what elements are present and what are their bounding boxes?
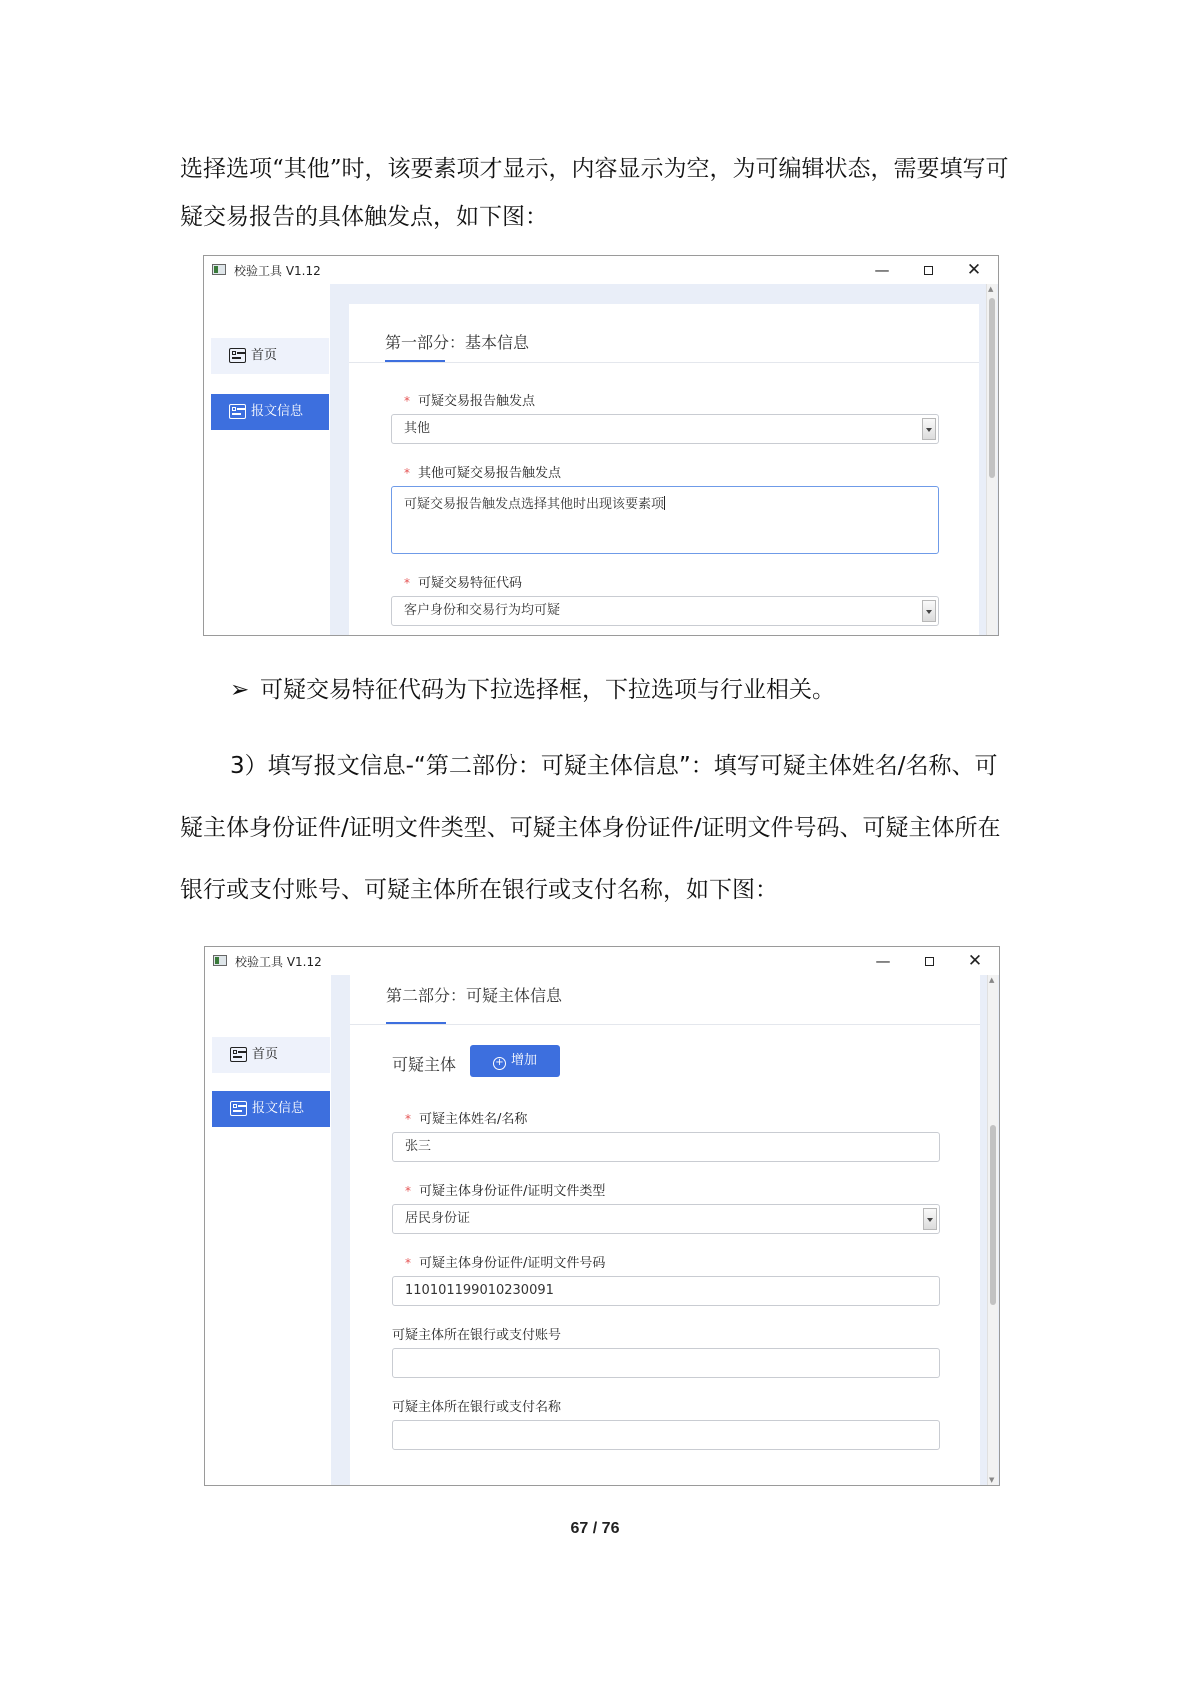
minimize-button[interactable]: — [875, 952, 891, 970]
required-mark: * [404, 394, 410, 408]
field-label-feature-code-text: 可疑交易特征代码 [418, 576, 523, 591]
title-bar [204, 256, 998, 284]
sidebar [205, 975, 331, 1485]
field-label-trigger-text: 可疑交易报告触发点 [418, 394, 536, 409]
field-label-other-trigger [404, 462, 561, 481]
required-mark: * [404, 576, 410, 590]
window-title: 校验工具 V1.12 [235, 955, 322, 969]
field-label-bank-name: 可疑主体所在银行或支付名称 [392, 1400, 562, 1415]
bank-account-input[interactable] [392, 1348, 940, 1378]
other-trigger-value: 可疑交易报告触发点选择其他时出现该要素项 [404, 497, 665, 512]
form-panel [350, 975, 980, 1485]
scroll-thumb[interactable] [989, 298, 995, 478]
field-label-id-number [405, 1252, 605, 1271]
minimize-button[interactable]: — [874, 261, 890, 279]
app-icon [213, 955, 227, 966]
scroll-thumb[interactable] [990, 1125, 996, 1305]
maximize-icon [925, 957, 934, 966]
field-label-id-type-text: 可疑主体身份证件/证明文件类型 [419, 1184, 606, 1199]
field-label-name-text: 可疑主体姓名/名称 [419, 1112, 528, 1127]
home-icon [230, 1047, 247, 1062]
section-title: 第二部分：可疑主体信息 [386, 986, 563, 1005]
field-label-id-number-text: 可疑主体身份证件/证明文件号码 [419, 1256, 606, 1271]
field-label-account: 可疑主体所在银行或支付账号 [392, 1328, 562, 1343]
nav-item-home[interactable] [211, 338, 329, 374]
subject-label: 可疑主体 [392, 1055, 457, 1074]
field-label-id-type [405, 1180, 605, 1199]
window-title: 校验工具 V1.12 [234, 264, 321, 278]
trigger-select-value: 其他 [404, 421, 431, 436]
close-button[interactable]: ✕ [966, 260, 982, 280]
field-label-name [405, 1108, 527, 1127]
maximize-button[interactable] [917, 950, 941, 972]
nav-item-home[interactable] [212, 1037, 330, 1073]
add-subject-button[interactable] [470, 1045, 560, 1077]
bullet-text: 可疑交易特征代码为下拉选择框，下拉选项与行业相关。 [260, 677, 835, 703]
validator-window-2 [204, 946, 1000, 1486]
step3-paragraph: 3）填写报文信息-“第二部份：可疑主体信息”：填写可疑主体姓名/名称、可疑主体身份证件/证明文件类型、可疑主体身份证件/证明文件号码、可疑主体所在银行或支付账号、可疑主体所在银行或支付名称，如下图： [180, 753, 1001, 903]
close-button[interactable]: ✕ [967, 951, 983, 971]
bullet-note [230, 670, 835, 710]
required-mark: * [405, 1184, 411, 1198]
chevron-down-icon[interactable] [923, 1208, 937, 1230]
scroll-up-icon[interactable]: ▲ [989, 976, 995, 984]
chevron-down-icon[interactable] [922, 600, 936, 622]
required-mark: * [405, 1112, 411, 1126]
maximize-button[interactable] [916, 259, 940, 281]
id-type-value: 居民身份证 [405, 1211, 471, 1226]
scrollbar[interactable] [987, 975, 998, 1485]
nav-report-label: 报文信息 [252, 1101, 305, 1116]
section-title: 第一部分：基本信息 [385, 333, 530, 352]
maximize-icon [924, 266, 933, 275]
feature-code-select[interactable] [391, 596, 939, 626]
field-label-other-trigger-text: 其他可疑交易报告触发点 [418, 466, 562, 481]
plus-circle-icon: + [493, 1057, 506, 1070]
validator-window-1 [203, 255, 999, 636]
bullet-arrow-icon: ➢ [230, 677, 250, 703]
field-label-feature-code [404, 572, 522, 591]
id-number-value: 110101199010230091 [405, 1283, 554, 1298]
feature-code-value: 客户身份和交易行为均可疑 [404, 603, 561, 618]
nav-item-report-info[interactable] [212, 1091, 330, 1127]
sidebar [204, 284, 330, 635]
intro-paragraph: 选择选项“其他”时，该要素项才显示，内容显示为空，为可编辑状态，需要填写可疑交易报告的具体触发点，如下图： [180, 156, 1009, 230]
required-mark: * [405, 1256, 411, 1270]
form-panel [349, 304, 979, 635]
home-icon [229, 348, 246, 363]
text-cursor [664, 496, 665, 510]
section-divider [350, 1024, 980, 1025]
trigger-select[interactable] [391, 414, 939, 444]
subject-name-input[interactable] [392, 1132, 940, 1162]
nav-report-label: 报文信息 [251, 404, 304, 419]
id-type-select[interactable] [392, 1204, 940, 1234]
subject-name-value: 张三 [405, 1139, 432, 1154]
nav-home-label: 首页 [251, 348, 278, 363]
bank-name-input[interactable] [392, 1420, 940, 1450]
app-icon [212, 264, 226, 275]
scroll-up-icon[interactable]: ▲ [988, 285, 994, 293]
scrollbar[interactable] [986, 284, 997, 635]
section-divider [349, 362, 979, 363]
nav-home-label: 首页 [252, 1047, 279, 1062]
add-subject-label: 增加 [510, 1053, 537, 1068]
report-icon [230, 1101, 247, 1116]
required-mark: * [404, 466, 410, 480]
report-icon [229, 404, 246, 419]
other-trigger-textarea[interactable] [391, 486, 939, 554]
id-number-input[interactable] [392, 1276, 940, 1306]
chevron-down-icon[interactable] [922, 418, 936, 440]
scroll-down-icon[interactable]: ▼ [989, 1476, 995, 1484]
page-number: 67 / 76 [570, 1520, 620, 1537]
field-label-trigger [404, 390, 535, 409]
title-bar [205, 947, 999, 975]
nav-item-report-info[interactable] [211, 394, 329, 430]
